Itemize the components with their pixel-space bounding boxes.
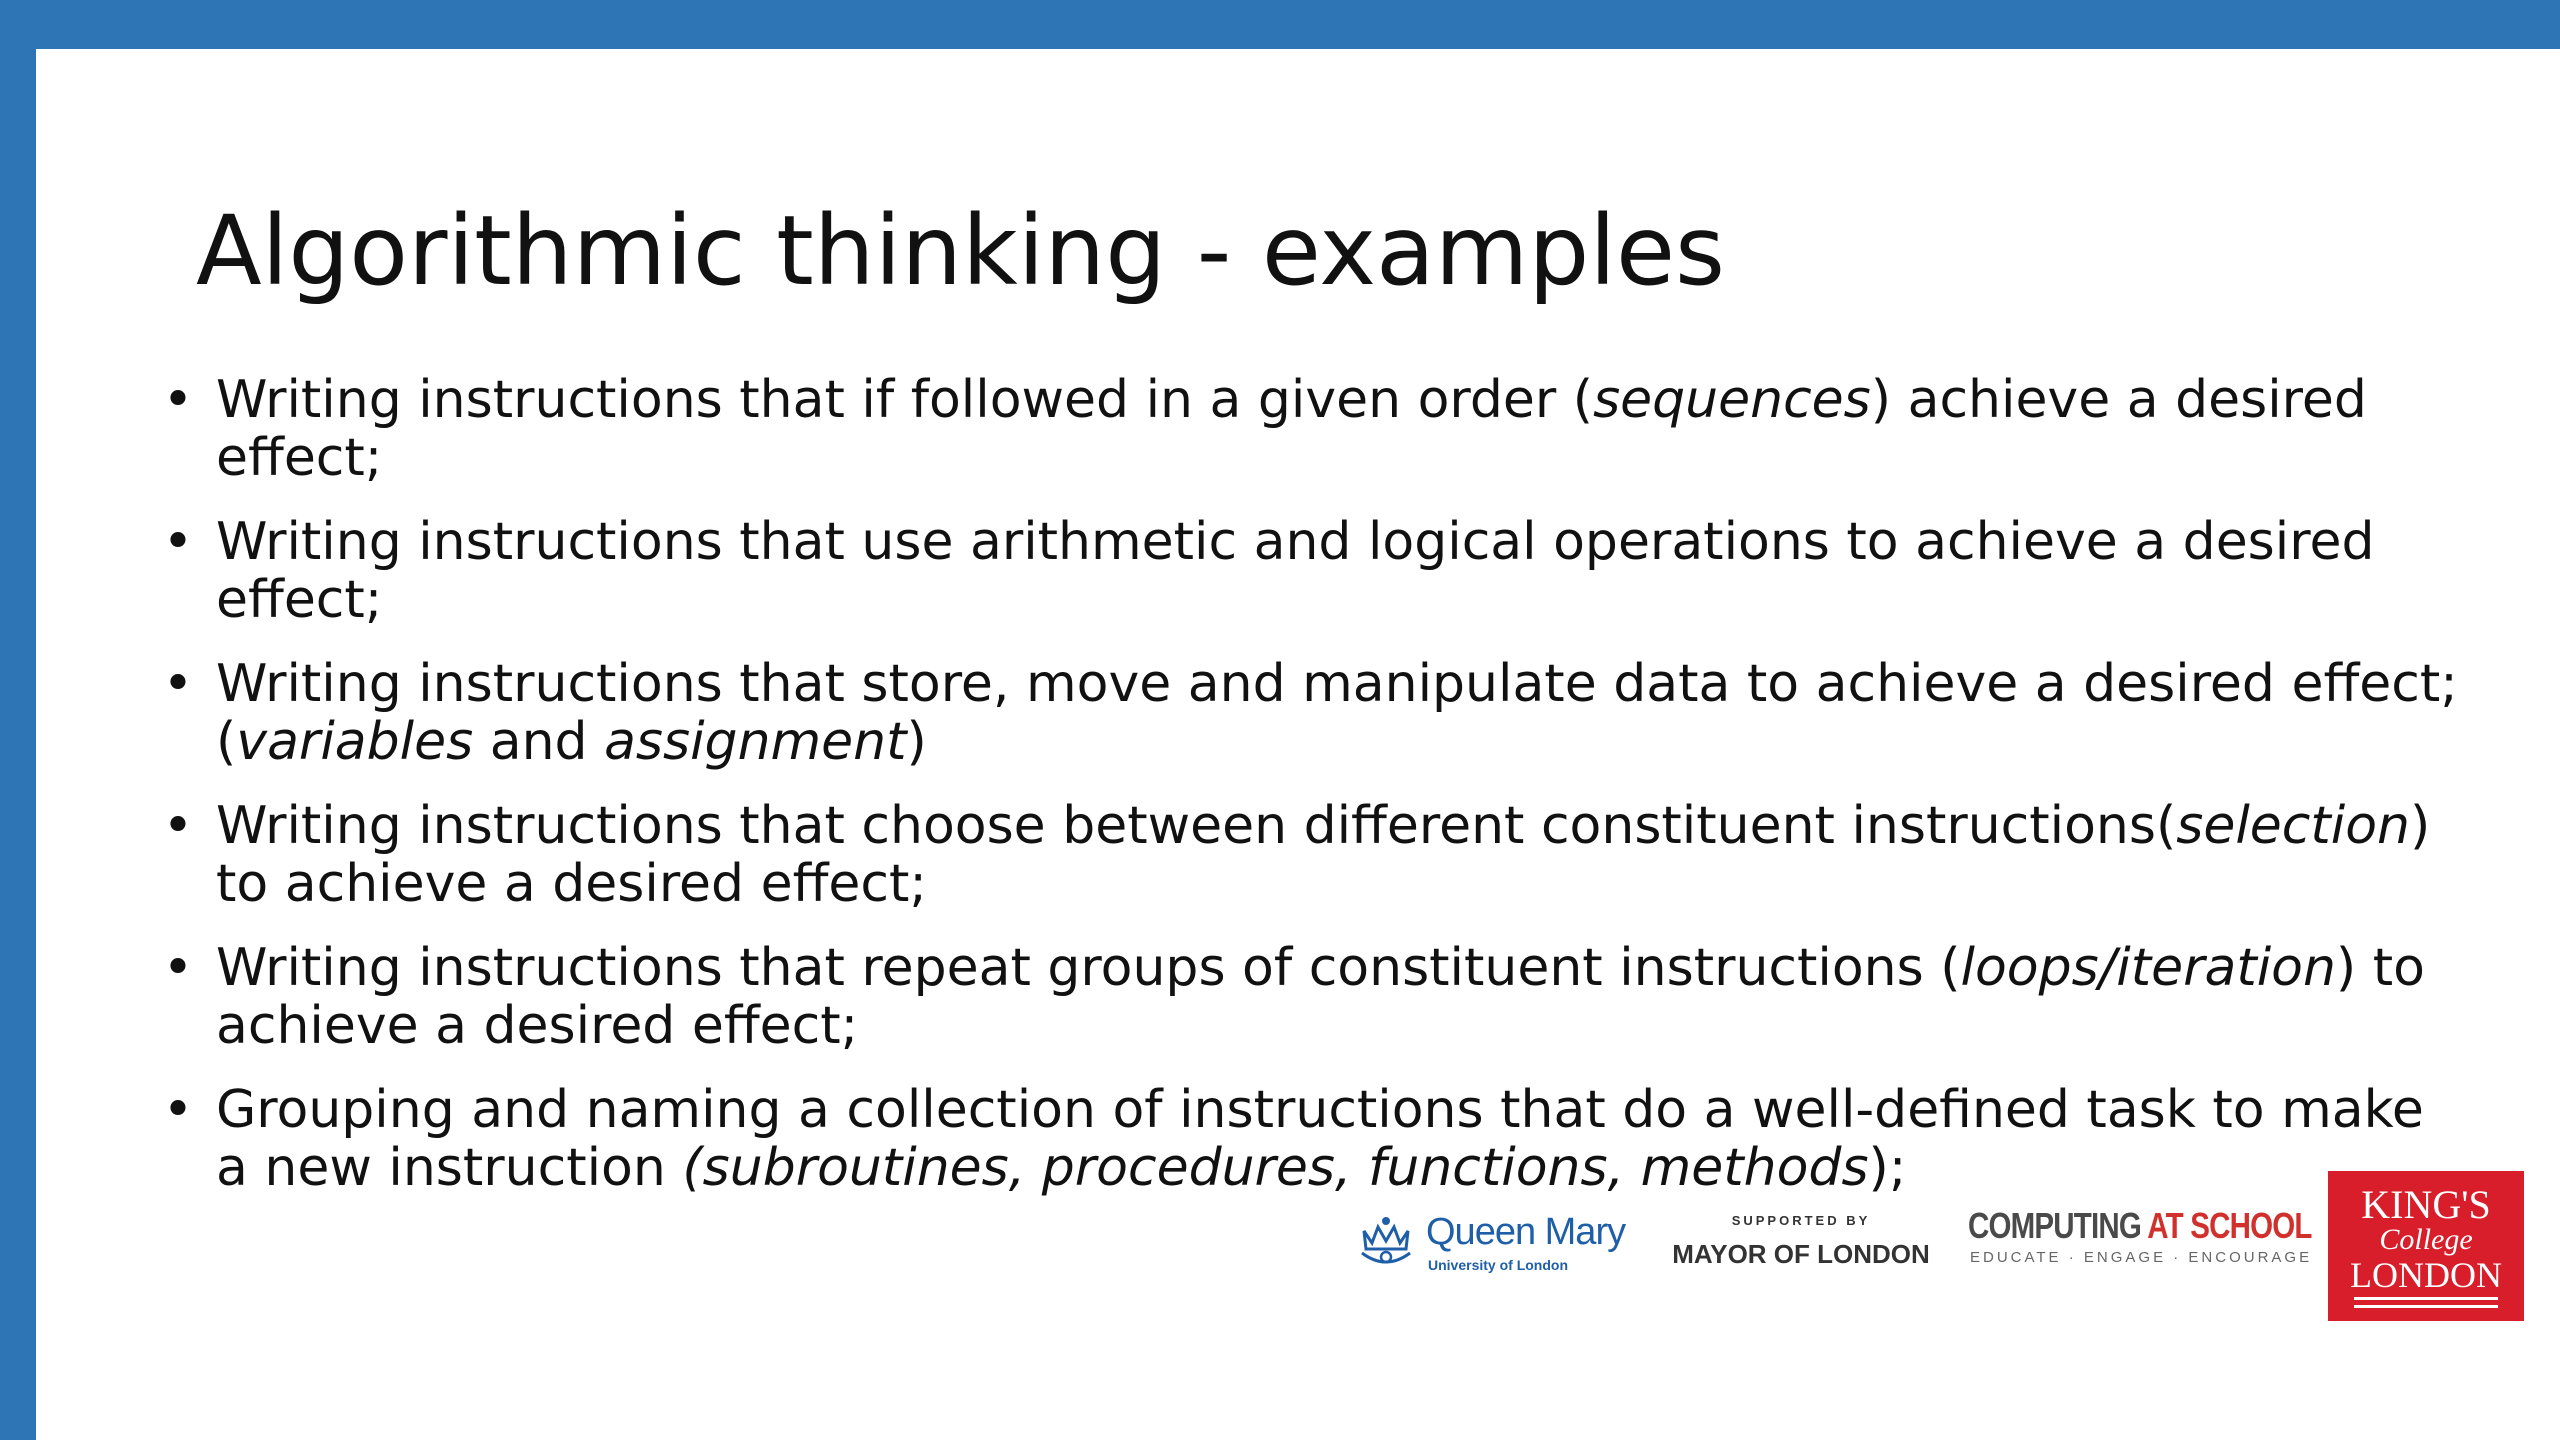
bullet-item [140, 371, 2460, 487]
bullet-term: (subroutines, procedures, functions, methods [682, 1138, 1869, 1198]
bullet-marker: • [162, 1080, 194, 1140]
cas-name-part2: AT SCHOOL [2147, 1205, 2312, 1246]
kcl-line1: KING'S [2361, 1182, 2491, 1227]
cas-tagline: EDUCATE · ENGAGE · ENCOURAGE [1970, 1249, 2313, 1266]
bullet-marker: • [162, 654, 194, 714]
bullet-text [216, 513, 2460, 629]
bullet-term: assignment [604, 712, 907, 772]
bullet-segment: ) to achieve a desired effect; [216, 796, 2431, 914]
bullet-segment: ) achieve a desired effect; [216, 370, 2367, 488]
slide [36, 49, 2560, 1440]
bullet-segment: Grouping and naming a collection of instructions that do a well-defined task to make a new instruction [216, 1080, 2424, 1198]
queen-mary-name: Queen Mary [1426, 1211, 1626, 1253]
cas-name-part1: COMPUTING [1968, 1205, 2148, 1246]
bullet-text [216, 655, 2460, 771]
bullet-term: variables [236, 712, 474, 772]
bullet-text [216, 371, 2460, 487]
bullet-item [140, 513, 2460, 629]
bullet-term: selection [2176, 796, 2410, 856]
bullet-item [140, 655, 2460, 771]
bullet-segment: Writing instructions that use arithmetic and logical operations to achieve a desired effect; [216, 512, 2375, 630]
kings-college-london-logo [2328, 1171, 2524, 1321]
bullet-list [140, 371, 2460, 1223]
bullet-term: loops/iteration [1960, 938, 2336, 998]
bullet-segment: Writing instructions that store, move and manipulate data to achieve a desired effect; ( [216, 654, 2458, 772]
mayor-supported-by: SUPPORTED BY [1731, 1213, 1871, 1228]
queen-mary-subtitle: University of London [1428, 1257, 1568, 1273]
slide-title: Algorithmic thinking - examples [196, 195, 1726, 307]
kcl-line3: LONDON [2350, 1255, 2502, 1295]
bullet-marker: • [162, 938, 194, 998]
kcl-rule [2354, 1297, 2498, 1300]
mayor-name: MAYOR OF LONDON [1672, 1239, 1930, 1269]
bullet-segment: Writing instructions that choose between different constituent instructions( [216, 796, 2177, 856]
bullet-segment: ); [1868, 1138, 1907, 1198]
bullet-marker: • [162, 370, 194, 430]
computing-at-school-logo [1968, 1205, 2313, 1305]
bullet-segment: ) to achieve a desired effect; [216, 938, 2425, 1056]
bullet-text [216, 939, 2460, 1055]
bullet-segment: and [473, 712, 605, 772]
kcl-line2: College [2379, 1223, 2473, 1256]
bullet-marker: • [162, 796, 194, 856]
mayor-of-london-logo [1666, 1201, 1936, 1301]
bullet-marker: • [162, 512, 194, 572]
crown-icon [1356, 1213, 1416, 1269]
bullet-segment: ) [906, 712, 927, 772]
queen-mary-logo [1356, 1211, 1626, 1291]
bullet-segment: Writing instructions that repeat groups of constituent instructions ( [216, 938, 1961, 998]
logo-strip [1306, 1171, 2536, 1331]
bullet-term: sequences [1593, 370, 1871, 430]
bullet-segment: Writing instructions that if followed in a given order ( [216, 370, 1594, 430]
cas-name [1968, 1205, 2312, 1247]
kcl-rule [2354, 1305, 2498, 1308]
bullet-item [140, 939, 2460, 1055]
bullet-text [216, 797, 2460, 913]
bullet-item [140, 797, 2460, 913]
